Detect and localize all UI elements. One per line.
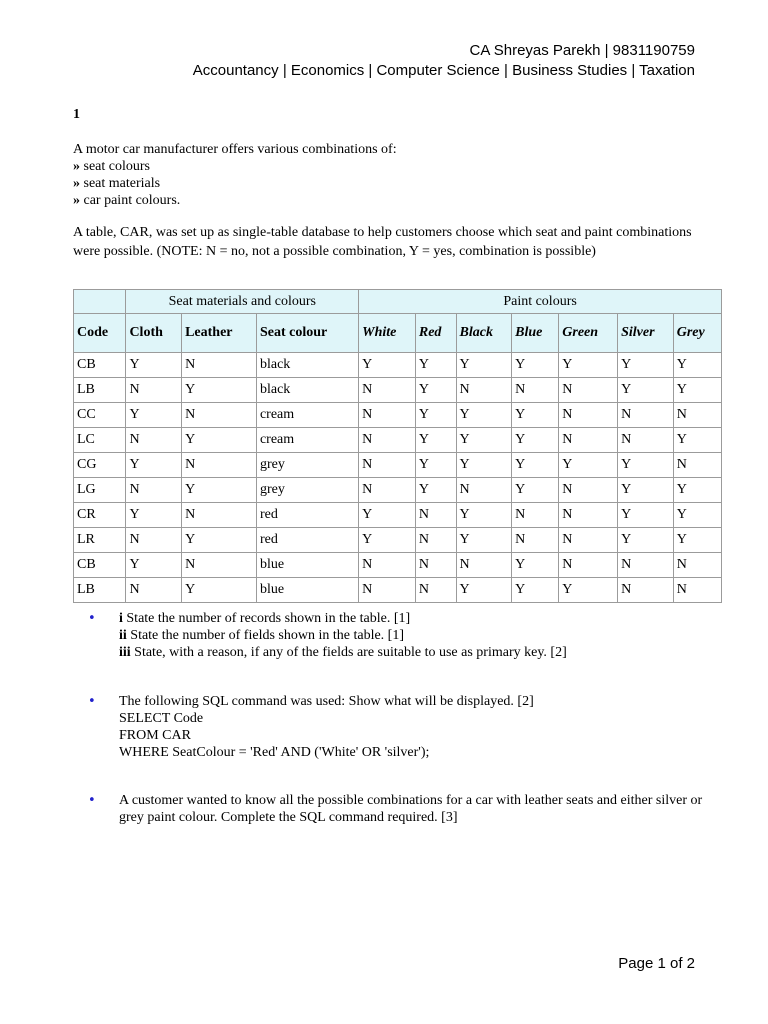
- table-cell: N: [182, 553, 257, 578]
- table-cell: N: [673, 403, 721, 428]
- table-cell: N: [512, 503, 559, 528]
- table-cell: N: [359, 478, 416, 503]
- table-cell: LC: [74, 428, 126, 453]
- empty-header-cell: [74, 290, 126, 314]
- table-cell: Y: [673, 353, 721, 378]
- question-number: 1: [73, 107, 80, 122]
- table-cell: N: [182, 453, 257, 478]
- table-cell: Y: [559, 453, 618, 478]
- table-cell: N: [559, 478, 618, 503]
- table-cell: N: [512, 378, 559, 403]
- table-cell: N: [618, 553, 674, 578]
- table-cell: Y: [618, 453, 674, 478]
- table-cell: CC: [74, 403, 126, 428]
- question-part: ii State the number of fields shown in the table. [1]: [119, 628, 404, 643]
- table-cell: Y: [415, 378, 456, 403]
- table-row: [74, 428, 722, 453]
- table-cell: blue: [256, 578, 358, 603]
- table-cell: Y: [415, 353, 456, 378]
- table-cell: CR: [74, 503, 126, 528]
- table-cell: Y: [456, 578, 512, 603]
- table-cell: Y: [673, 528, 721, 553]
- header-subjects: Accountancy | Economics | Computer Science | Business Studies | Taxation: [192, 62, 695, 79]
- table-cell: Y: [126, 453, 182, 478]
- table-cell: Y: [618, 528, 674, 553]
- table-row: [74, 553, 722, 578]
- table-cell: Y: [415, 403, 456, 428]
- question-text: A customer wanted to know all the possible combinations for a car with leather seats and either silver or grey paint colour. Complete the SQL command required. [3]: [119, 793, 703, 825]
- car-table: [73, 289, 722, 603]
- table-cell: N: [415, 528, 456, 553]
- bullet-icon: •: [88, 793, 96, 808]
- table-row: [74, 378, 722, 403]
- table-cell: Y: [618, 353, 674, 378]
- column-header-row: [74, 314, 722, 353]
- table-cell: Y: [359, 528, 416, 553]
- table-cell: N: [512, 528, 559, 553]
- column-header: Grey: [673, 314, 721, 353]
- table-cell: N: [559, 503, 618, 528]
- table-cell: Y: [673, 378, 721, 403]
- table-cell: Y: [415, 453, 456, 478]
- bullet-icon: •: [88, 694, 96, 709]
- column-header: Cloth: [126, 314, 182, 353]
- table-cell: N: [359, 453, 416, 478]
- table-cell: N: [182, 353, 257, 378]
- table-cell: N: [359, 378, 416, 403]
- table-cell: Y: [456, 353, 512, 378]
- table-row: [74, 528, 722, 553]
- table-cell: cream: [256, 403, 358, 428]
- table-cell: black: [256, 353, 358, 378]
- bullet-marker: »: [73, 159, 80, 174]
- table-row: [74, 478, 722, 503]
- table-cell: blue: [256, 553, 358, 578]
- table-cell: CB: [74, 353, 126, 378]
- table-cell: N: [126, 528, 182, 553]
- table-cell: N: [618, 578, 674, 603]
- table-cell: Y: [182, 528, 257, 553]
- table-cell: N: [673, 453, 721, 478]
- column-header: Silver: [618, 314, 674, 353]
- column-header: Green: [559, 314, 618, 353]
- table-cell: Y: [512, 553, 559, 578]
- table-cell: Y: [126, 503, 182, 528]
- column-header: Blue: [512, 314, 559, 353]
- table-cell: red: [256, 503, 358, 528]
- table-cell: N: [359, 578, 416, 603]
- column-header: Seat colour: [256, 314, 358, 353]
- table-cell: N: [559, 378, 618, 403]
- table-cell: Y: [673, 428, 721, 453]
- table-cell: black: [256, 378, 358, 403]
- column-header: Black: [456, 314, 512, 353]
- question-item: [88, 610, 708, 677]
- table-cell: N: [456, 553, 512, 578]
- page-number: Page 1 of 2: [618, 955, 695, 972]
- question-item: [88, 792, 708, 826]
- table-cell: N: [182, 503, 257, 528]
- table-cell: N: [359, 403, 416, 428]
- table-cell: Y: [512, 353, 559, 378]
- table-cell: Y: [512, 428, 559, 453]
- table-cell: N: [359, 553, 416, 578]
- column-header: Red: [415, 314, 456, 353]
- table-cell: Y: [512, 403, 559, 428]
- table-cell: Y: [359, 503, 416, 528]
- table-cell: Y: [618, 378, 674, 403]
- table-cell: LG: [74, 478, 126, 503]
- column-header: Leather: [182, 314, 257, 353]
- column-header: Code: [74, 314, 126, 353]
- table-cell: N: [126, 478, 182, 503]
- table-cell: grey: [256, 478, 358, 503]
- table-cell: N: [126, 378, 182, 403]
- table-cell: Y: [182, 428, 257, 453]
- table-cell: LR: [74, 528, 126, 553]
- header-contact: CA Shreyas Parekh | 9831190759: [469, 42, 695, 59]
- table-cell: N: [415, 553, 456, 578]
- intro-bullet: » seat colours: [73, 159, 150, 174]
- table-body: [74, 353, 722, 603]
- table-cell: Y: [182, 478, 257, 503]
- table-cell: Y: [182, 578, 257, 603]
- table-cell: N: [673, 553, 721, 578]
- table-cell: Y: [126, 403, 182, 428]
- table-cell: Y: [512, 453, 559, 478]
- table-row: [74, 353, 722, 378]
- column-header: White: [359, 314, 416, 353]
- table-cell: grey: [256, 453, 358, 478]
- seat-group-header: Seat materials and colours: [126, 290, 359, 314]
- table-cell: LB: [74, 378, 126, 403]
- table-cell: N: [559, 403, 618, 428]
- table-cell: Y: [512, 478, 559, 503]
- table-cell: Y: [182, 378, 257, 403]
- intro-bullet: » car paint colours.: [73, 193, 181, 208]
- table-cell: Y: [618, 478, 674, 503]
- table-cell: N: [456, 378, 512, 403]
- table-cell: Y: [126, 353, 182, 378]
- intro-lead: A motor car manufacturer offers various combinations of:: [73, 142, 397, 157]
- question-item: [88, 693, 708, 792]
- table-cell: N: [126, 578, 182, 603]
- table-cell: Y: [415, 478, 456, 503]
- table-cell: N: [618, 428, 674, 453]
- table-cell: N: [415, 503, 456, 528]
- table-cell: N: [618, 403, 674, 428]
- table-cell: Y: [415, 428, 456, 453]
- table-cell: N: [559, 528, 618, 553]
- table-cell: Y: [673, 478, 721, 503]
- paint-group-header: Paint colours: [359, 290, 722, 314]
- table-row: [74, 503, 722, 528]
- table-cell: LB: [74, 578, 126, 603]
- bullet-icon: •: [88, 611, 96, 626]
- table-cell: N: [359, 428, 416, 453]
- table-description: A table, CAR, was set up as single-table database to help customers choose which seat and paint combinations were possible. (NOTE: N = no, not a possible combination, Y = yes, combination is possible): [73, 225, 692, 259]
- table-cell: Y: [618, 503, 674, 528]
- question-part: iii State, with a reason, if any of the fields are suitable to use as primary key. [2]: [119, 645, 567, 660]
- table-cell: cream: [256, 428, 358, 453]
- bullet-marker: »: [73, 176, 80, 191]
- group-header-row: [74, 290, 722, 314]
- table-cell: N: [126, 428, 182, 453]
- page-header: [193, 41, 695, 81]
- bullet-marker: »: [73, 193, 80, 208]
- table-cell: Y: [359, 353, 416, 378]
- question-part: i State the number of records shown in the table. [1]: [119, 611, 411, 626]
- table-cell: N: [182, 403, 257, 428]
- sql-line: SELECT Code: [119, 711, 204, 726]
- table-cell: Y: [456, 453, 512, 478]
- table-cell: Y: [126, 553, 182, 578]
- table-row: [74, 578, 722, 603]
- table-cell: N: [415, 578, 456, 603]
- table-cell: N: [559, 428, 618, 453]
- table-cell: Y: [456, 403, 512, 428]
- table-cell: CG: [74, 453, 126, 478]
- table-row: [74, 453, 722, 478]
- table-cell: Y: [456, 503, 512, 528]
- sql-line: WHERE SeatColour = 'Red' AND ('White' OR 'silver');: [119, 745, 430, 760]
- table-cell: N: [456, 478, 512, 503]
- table-cell: Y: [559, 353, 618, 378]
- table-cell: red: [256, 528, 358, 553]
- table-cell: N: [559, 553, 618, 578]
- table-cell: CB: [74, 553, 126, 578]
- table-cell: N: [673, 578, 721, 603]
- question-line: The following SQL command was used: Show what will be displayed. [2]: [119, 694, 534, 709]
- table-row: [74, 403, 722, 428]
- sql-line: FROM CAR: [119, 728, 191, 743]
- intro-block: [73, 141, 695, 209]
- table-cell: Y: [559, 578, 618, 603]
- table-cell: Y: [512, 578, 559, 603]
- intro-bullet: » seat materials: [73, 176, 161, 191]
- table-cell: Y: [456, 528, 512, 553]
- table-cell: Y: [673, 503, 721, 528]
- table-cell: Y: [456, 428, 512, 453]
- question-list: [88, 610, 708, 826]
